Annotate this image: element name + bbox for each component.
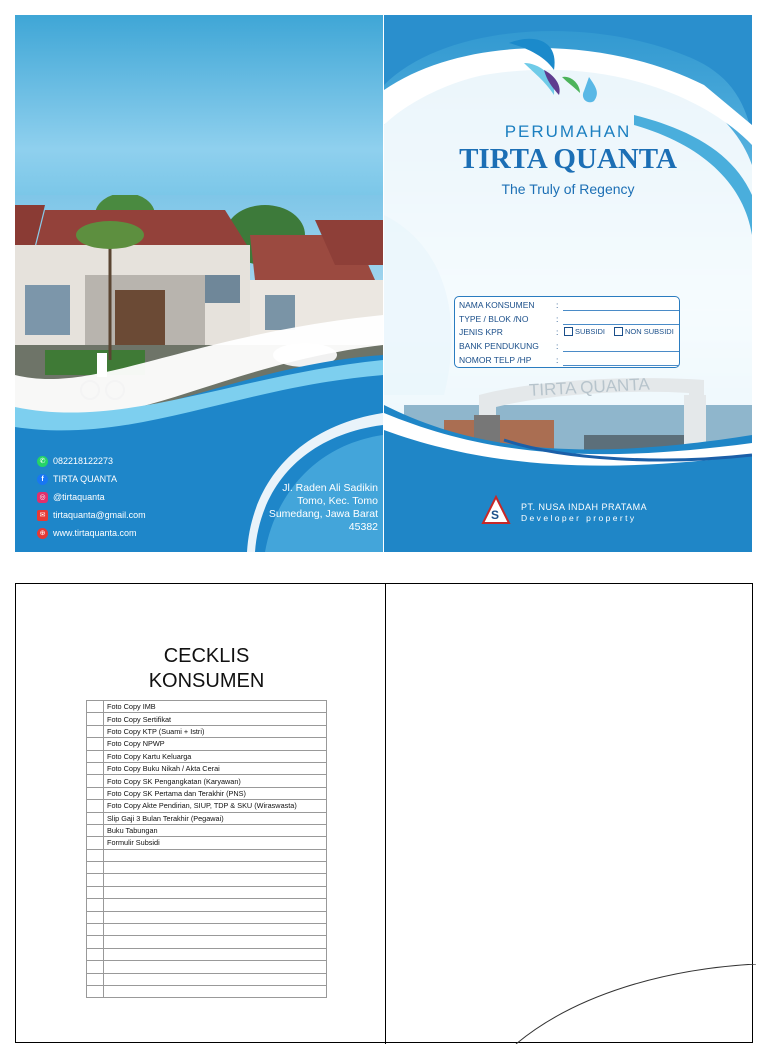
checklist-item [104, 948, 327, 960]
form-label: NAMA KONSUMEN [459, 299, 535, 310]
checklist-row [87, 985, 327, 997]
phone-number: 082218122273 [53, 456, 114, 466]
checklist-item [104, 874, 327, 886]
form-label: NOMOR TELP /HP [459, 354, 532, 365]
check-cell[interactable] [87, 762, 104, 774]
check-cell[interactable] [87, 725, 104, 737]
form-input-line[interactable] [563, 310, 679, 311]
checklist-item: Foto Copy Sertifikat [104, 713, 327, 725]
checklist-item [104, 899, 327, 911]
checklist-item: Foto Copy Buku Nikah / Akta Cerai [104, 762, 327, 774]
check-cell[interactable] [87, 911, 104, 923]
contact-whatsapp[interactable] [37, 452, 146, 470]
checklist-row [87, 961, 327, 973]
checklist-row [87, 824, 327, 836]
checklist-row [87, 911, 327, 923]
non-subsidi-checkbox[interactable] [614, 327, 623, 336]
form-input-line[interactable] [563, 365, 679, 366]
page-divider [385, 584, 386, 1044]
contact-list [37, 452, 146, 542]
form-row-bank [459, 339, 562, 352]
check-cell[interactable] [87, 701, 104, 713]
front-cover [384, 15, 752, 552]
checklist-row [87, 936, 327, 948]
back-cover [15, 15, 383, 552]
form-row-name [459, 298, 562, 311]
checklist-item: Foto Copy SK Pengangkatan (Karyawan) [104, 775, 327, 787]
brand-title: TIRTA QUANTA [459, 143, 677, 175]
checklist-title-line: CECKLIS [163, 645, 250, 667]
checklist-item [104, 911, 327, 923]
check-cell[interactable] [87, 862, 104, 874]
checklist-item [104, 973, 327, 985]
checklist-row [87, 775, 327, 787]
wave-decoration [384, 15, 752, 552]
form-label: JENIS KPR [459, 326, 503, 337]
checklist-item [104, 886, 327, 898]
checklist-row [87, 886, 327, 898]
form-input-line[interactable] [563, 351, 679, 352]
subsidi-checkbox[interactable] [564, 327, 573, 336]
developer-name: PT. NUSA INDAH PRATAMA [521, 502, 648, 512]
form-row-type [459, 312, 562, 325]
check-cell[interactable] [87, 936, 104, 948]
check-cell[interactable] [87, 824, 104, 836]
facebook-icon: f [37, 474, 48, 485]
form-colon: : [556, 340, 559, 351]
form-label: TYPE / BLOK /NO [459, 313, 529, 324]
address-block [269, 482, 378, 534]
checklist-item: Slip Gaji 3 Bulan Terakhir (Pegawai) [104, 812, 327, 824]
form-colon: : [556, 313, 559, 324]
checklist-row [87, 800, 327, 812]
checklist-item: Foto Copy Akte Pendirian, SIUP, TDP & SKU (Wiraswasta) [104, 800, 327, 812]
non-subsidi-label: NON SUBSIDI [625, 327, 674, 336]
check-cell[interactable] [87, 750, 104, 762]
check-cell[interactable] [87, 973, 104, 985]
checklist-table [86, 700, 327, 998]
check-cell[interactable] [87, 775, 104, 787]
contact-website[interactable] [37, 524, 146, 542]
customer-form [454, 296, 680, 368]
checklist-title [86, 644, 327, 694]
check-cell[interactable] [87, 713, 104, 725]
checklist-item: Foto Copy SK Pertama dan Terakhir (PNS) [104, 787, 327, 799]
checklist-item: Buku Tabungan [104, 824, 327, 836]
checklist-row [87, 725, 327, 737]
check-cell[interactable] [87, 985, 104, 997]
checklist-row [87, 738, 327, 750]
whatsapp-icon: ✆ [37, 456, 48, 467]
svg-text:S: S [491, 508, 500, 522]
form-colon: : [556, 354, 559, 365]
form-colon: : [556, 299, 559, 310]
checklist-item: Foto Copy NPWP [104, 738, 327, 750]
contact-facebook[interactable] [37, 470, 146, 488]
email-icon: ✉ [37, 510, 48, 521]
developer-subtitle: Developer property [521, 513, 637, 523]
gate-sign: TIRTA QUANTA [528, 374, 651, 400]
checklist-row [87, 899, 327, 911]
checklist-item [104, 924, 327, 936]
checklist-item: Foto Copy IMB [104, 701, 327, 713]
checklist-row [87, 973, 327, 985]
check-cell[interactable] [87, 874, 104, 886]
checklist-row [87, 713, 327, 725]
check-cell[interactable] [87, 948, 104, 960]
address-line: 45382 [348, 521, 378, 533]
checklist-title-line: KONSUMEN [148, 670, 265, 692]
form-label: BANK PENDUKUNG [459, 340, 539, 351]
website-url: www.tirtaquanta.com [53, 528, 137, 538]
email-address: tirtaquanta@gmail.com [53, 510, 146, 520]
form-row-phone [459, 353, 562, 366]
checklist-row [87, 862, 327, 874]
check-cell[interactable] [87, 961, 104, 973]
checklist-row [87, 837, 327, 849]
check-cell[interactable] [87, 787, 104, 799]
perumahan-label: PERUMAHAN [504, 122, 632, 141]
web-icon: ⊕ [37, 528, 48, 539]
checklist-row [87, 750, 327, 762]
contact-instagram[interactable] [37, 488, 146, 506]
contact-email[interactable] [37, 506, 146, 524]
check-cell[interactable] [87, 899, 104, 911]
check-cell[interactable] [87, 924, 104, 936]
form-colon: : [556, 326, 559, 337]
address-line: Tomo, Kec. Tomo [297, 495, 378, 507]
address-line: Jl. Raden Ali Sadikin [282, 482, 378, 494]
check-cell[interactable] [87, 812, 104, 824]
check-cell[interactable] [87, 886, 104, 898]
checklist-row [87, 701, 327, 713]
instagram-icon: ◎ [37, 492, 48, 503]
facebook-name: TIRTA QUANTA [53, 474, 118, 484]
checklist-row [87, 874, 327, 886]
check-cell[interactable] [87, 738, 104, 750]
curve-decoration [496, 964, 756, 1044]
checklist-item: Formulir Subsidi [104, 837, 327, 849]
check-cell[interactable] [87, 837, 104, 849]
checklist-item [104, 985, 327, 997]
checklist-item [104, 936, 327, 948]
form-row-kpr [459, 325, 674, 338]
checklist-row [87, 812, 327, 824]
checklist-item [104, 961, 327, 973]
instagram-handle: @tirtaquanta [53, 492, 105, 502]
checklist-row [87, 948, 327, 960]
brand-tagline: The Truly of Regency [501, 181, 635, 197]
address-line: Sumedang, Jawa Barat [268, 508, 378, 520]
checklist-item [104, 862, 327, 874]
inner-pages [15, 583, 753, 1043]
checklist-item: Foto Copy Kartu Keluarga [104, 750, 327, 762]
check-cell[interactable] [87, 800, 104, 812]
checklist-row [87, 849, 327, 861]
checklist-item: Foto Copy KTP (Suami + Istri) [104, 725, 327, 737]
checklist-row [87, 787, 327, 799]
subsidi-label: SUBSIDI [575, 327, 606, 336]
checklist-row [87, 924, 327, 936]
checklist-row [87, 762, 327, 774]
checklist-item [104, 849, 327, 861]
check-cell[interactable] [87, 849, 104, 861]
